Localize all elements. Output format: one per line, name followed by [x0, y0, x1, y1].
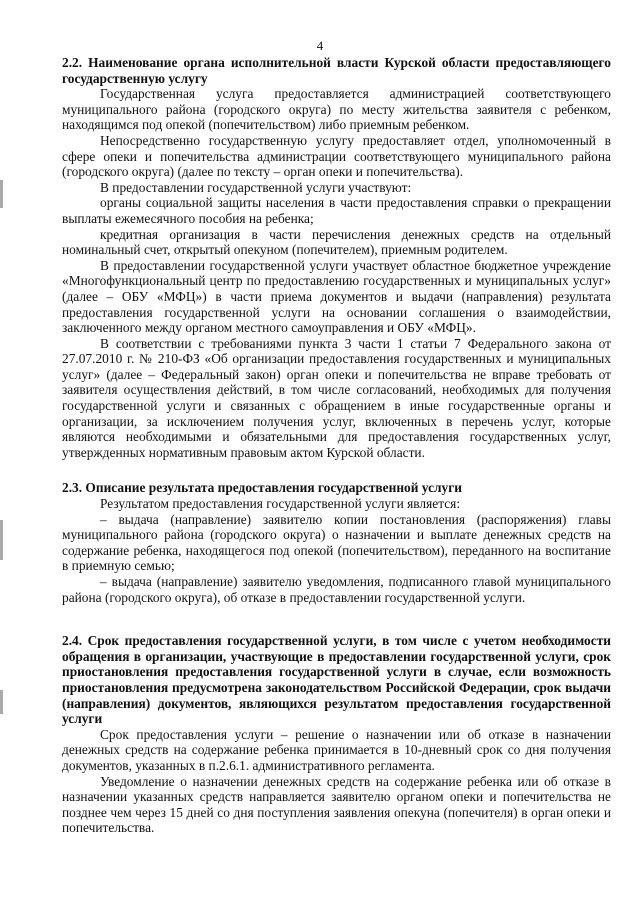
paragraph: Результатом предоставления государственной услуги является: [100, 496, 461, 512]
scan-edge-mark [0, 690, 3, 714]
paragraph: В предоставлении государственной услуги участвует областное бюджетное учреждение «Многофункциональный центр по предоставлению государственных и муниципальных услуг» (далее – ОБУ «МФЦ») в части приема документов и выдачи (направления) результата предоставления государственной услуги на основании соглашения о взаимодействии, заключенного между органом местного самоуправления и ОБУ «МФЦ». [62, 257, 611, 336]
scan-edge-mark [0, 180, 3, 208]
paragraph: Непосредственно государственную услугу предоставляет отдел, уполномоченный в сфере опеки и попечительства администрации соответствующего муниципального района (городского округа) (далее по тексту – орган опеки и попечительства). [62, 132, 611, 180]
section-heading-2-2: 2.2. Наименование органа исполнительной власти Курской области предоставляющего государственную услугу [62, 55, 611, 86]
section-heading-2-4: 2.4. Срок предоставления государственной услуги, в том числе с учетом необходимости обращения в организации, участвующие в предоставлении государственной услуги, срок приостановления предоставления государственной услуги в случае, если возможность приостановления предусмотрена законодательством Российской Федерации, срок выдачи (направления) документов, являющихся результатом предоставления государственной услуги [62, 633, 611, 727]
page-number: 4 [316, 38, 324, 53]
scan-edge-mark [0, 520, 3, 560]
paragraph: кредитная организация в части перечисления денежных средств на отдельный номинальный счет, открытый опекуном (попечителем), приемным родителем. [62, 226, 611, 258]
document-body [62, 55, 611, 836]
paragraph: Срок предоставления услуги – решение о назначении или об отказе в назначении денежных средств на содержание ребенка принимается в 10-дневный срок со дня получения документов, указанных в п.2.6.1. административного регламента. [62, 726, 611, 773]
paragraph: Государственная услуга предоставляется администрацией соответствующего муниципального района (городского округа) по месту жительства заявителя с ребенком, находящимся под опекой (попечительством) либо приемным ребенком. [62, 86, 611, 133]
paragraph: – выдача (направление) заявителю копии постановления (распоряжения) главы муниципального района (городского округа) о назначении и выплате денежных средств на содержание ребенка, находящегося под опекой (попечительством), переданного на воспитание в приемную семью; [62, 511, 611, 574]
section-spacer [62, 460, 611, 480]
paragraph: В соответствии с требованиями пункта 3 части 1 статьи 7 Федерального закона от 27.07.2010 г. № 210-ФЗ «Об организации предоставления государственных и муниципальных услуг» (далее – Федеральный закон) орган опеки и попечительства не вправе требовать от заявителя осуществления действий, в том числе согласований, необходимых для получения государственной услуги и связанных с обращением в иные государственные органы и организации, за исключением получения услуг, включенных в перечень услуг, которые являются необходимыми и обязательными для предоставления государственных услуг, утвержденных нормативным правовым актом Курской области. [62, 335, 611, 460]
paragraph: – выдача (направление) заявителю уведомления, подписанного главой муниципального района (городского округа), об отказе в предоставлении государственной услуги. [62, 574, 611, 605]
paragraph: В предоставлении государственной услуги участвуют: [100, 179, 412, 195]
paragraph: Уведомление о назначении денежных средств на содержание ребенка или об отказе в назначении указанных средств направляется заявителю органом опеки и попечительства не позднее чем через 15 дней со дня поступления заявления опекуна (попечителя) в орган опеки и попечительства. [62, 773, 611, 836]
paragraph: органы социальной защиты населения в части предоставления справки о прекращении выплаты ежемесячного пособия на ребенка; [62, 195, 611, 226]
section-spacer [62, 605, 611, 633]
section-heading-2-3: 2.3. Описание результата предоставления государственной услуги [62, 480, 463, 496]
